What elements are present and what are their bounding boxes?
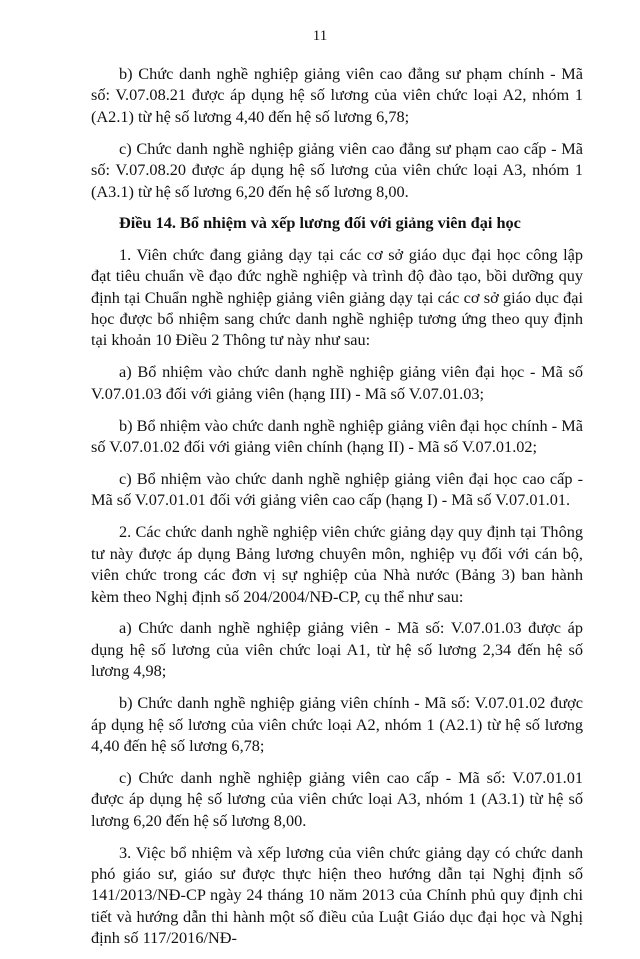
- paragraph-c-cao-dang-cao-cap: c) Chức danh nghề nghiệp giảng viên cao đẳng sư phạm cao cấp - Mã số: V.07.08.20 được áp dụng hệ số lương của viên chức loại A3, nhóm 1 (A3.1) từ hệ số lương 6,20 đến hệ số lương 8,00.: [91, 138, 583, 201]
- clause-2-item-a: a) Chức danh nghề nghiệp giảng viên - Mã số: V.07.01.03 được áp dụng hệ số lương của viên chức loại A1, từ hệ số lương 2,34 đến hệ số lương 4,98;: [91, 618, 583, 681]
- clause-1-item-a: a) Bổ nhiệm vào chức danh nghề nghiệp giảng viên đại học - Mã số V.07.01.03 đối với giảng viên (hạng III) - Mã số V.07.01.03;: [91, 362, 583, 403]
- clause-1: 1. Viên chức đang giảng dạy tại các cơ sở giáo dục đại học công lập đạt tiêu chuẩn về đạo đức nghề nghiệp và trình độ đào tạo, bồi dưỡng quy định tại Chuẩn nghề nghiệp giảng viên giảng dạy tại các cơ sở giáo dục đại học được bổ nhiệm sang chức danh nghề nghiệp tương ứng theo quy định tại khoản 10 Điều 2 Thông tư này như sau:: [91, 244, 583, 350]
- clause-2-item-b: b) Chức danh nghề nghiệp giảng viên chính - Mã số: V.07.01.02 được áp dụng hệ số lương của viên chức loại A2, nhóm 1 (A2.1) từ hệ số lương 4,40 đến hệ số lương 6,78;: [91, 693, 583, 755]
- clause-2-item-c: c) Chức danh nghề nghiệp giảng viên cao cấp - Mã số: V.07.01.01 được áp dụng hệ số lương của viên chức loại A3, nhóm 1 (A3.1) từ hệ số lương 6,20 đến hệ số lương 8,00.: [91, 767, 583, 830]
- clause-1-item-c: c) Bổ nhiệm vào chức danh nghề nghiệp giảng viên đại học cao cấp - Mã số V.07.01.01 đối với giảng viên cao cấp (hạng I) - Mã số V.07.01.01.: [91, 469, 583, 510]
- page-number: 11: [312, 28, 328, 44]
- article-14-heading: Điều 14. Bổ nhiệm và xếp lương đối với giảng viên đại học: [119, 213, 521, 233]
- document-body: [91, 63, 583, 959]
- clause-3: 3. Việc bổ nhiệm và xếp lương của viên chức giảng dạy có chức danh phó giáo sư, giáo sư được thực hiện theo hướng dẫn tại Nghị định số 141/2013/NĐ-CP ngày 24 tháng 10 năm 2013 của Chính phủ quy định chi tiết và hướng dẫn thi hành một số điều của Luật Giáo dục đại học và Nghị định số 117/2016/NĐ-: [91, 842, 583, 948]
- clause-2: 2. Các chức danh nghề nghiệp viên chức giảng dạy quy định tại Thông tư này được áp dụng Bảng lương chuyên môn, nghiệp vụ đối với cán bộ, viên chức trong các đơn vị sự nghiệp của Nhà nước (Bảng 3) ban hành kèm theo Nghị định số 204/2004/NĐ-CP, cụ thể như sau:: [91, 522, 583, 606]
- paragraph-b-cao-dang-chinh: b) Chức danh nghề nghiệp giảng viên cao đẳng sư phạm chính - Mã số: V.07.08.21 được áp dụng hệ số lương của viên chức loại A2, nhóm 1 (A2.1) từ hệ số lương 4,40 đến hệ số lương 6,78;: [91, 64, 583, 126]
- clause-1-item-b: b) Bổ nhiệm vào chức danh nghề nghiệp giảng viên đại học chính - Mã số V.07.01.02 đối với giảng viên chính (hạng II) - Mã số V.07.01.02;: [91, 415, 583, 457]
